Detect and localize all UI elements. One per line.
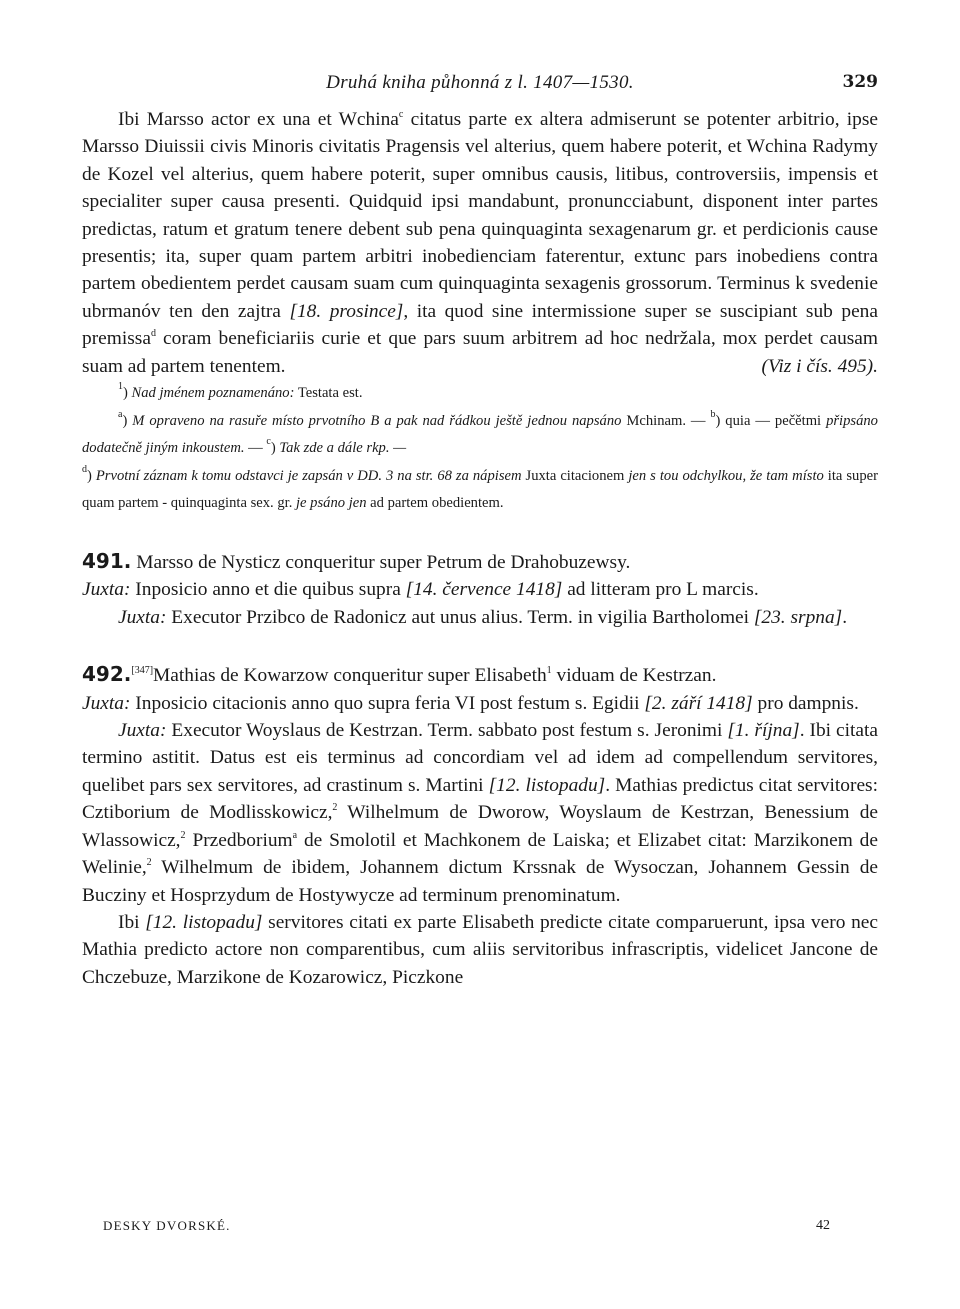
footer-title: DESKY DVORSKÉ. (103, 1218, 231, 1233)
footnote-marker: d (150, 328, 156, 340)
signature-mark: 42 (816, 1218, 830, 1233)
footnote-d: $^d$) Prvotní záznam k tomu odstavci je zapsán v DD. 3 na str. 68 za nápisem Juxta citacionem jen s tou odchylkou, že tam místo ita super quam partem - quinquaginta sex. gr. je psáno jen ad partem obedientem. (82, 463, 878, 512)
footnote-1: $^1$) Nad jménem poznamenáno: Testata est. (118, 381, 363, 402)
folio-marker: [347] (131, 665, 154, 677)
cross-reference: (Viz i čís. 495). (761, 355, 878, 377)
editorial-date: [18. prosince] (289, 300, 404, 322)
page-footer (103, 1218, 830, 1234)
entry-heading: 492.[347]Mathias de Kowarzow conqueritur super Elisabeth$^1$ viduam de Kestrzan. (82, 662, 717, 687)
entry-492 (82, 661, 878, 991)
juxta-note: Juxta: Executor Woyslaus de Kestrzan. Term. sabbato post festum s. Jeronimi [1. října]. Ibi citata termino astitit. Datus est eis terminus ad concordiam vel ad idem ad compellendum servitores, quelibet pars sex servitores, ad crastinum s. Martini [12. listopadu]. Mathias predictus citat servitores: Cztiborium de Modlisskowicz,$^2$ Wilhelmum de Dworow, Woyslaum de Kestrzan, Benessium de Wlassowicz,$^2$ Przedborium$^a$ de Smolotil et Machkonem de Laiska; et Elizabet citat: Marzikonem de Welinie,$^2$ Wilhelmum de ibidem, Johannem dictum Krssnak de Wysoczan, Johannem Gessin de Bucziny et Hosprzydum de Hostywycze ad terminum prenominatum. (82, 720, 879, 906)
footnote-marker: c (398, 109, 404, 120)
footnote-a: $^a$) M opraveno na rasuře místo prvotního B a pak nad řádkou ještě jednou napsáno Mchinam. — $^b$) quia — pečětmi připsáno dodatečně jiným inkoustem. — $^c$) Tak zde a dále rkp. — (82, 408, 878, 457)
entry-heading: 491. Marsso de Nysticz conqueritur super Petrum de Drahobuzewsy. (82, 549, 631, 574)
entry-number: 492. (82, 662, 132, 687)
page-number: 329 (842, 72, 878, 92)
juxta-note: Juxta: Inposicio citacionis anno quo supra feria VI post festum s. Egidii [2. září 1418] pro dampnis. (82, 692, 859, 714)
running-head (82, 72, 878, 106)
entry-490-continuation (82, 106, 878, 380)
footnotes (82, 380, 878, 518)
running-head-title: Druhá kniha půhonná z l. 1407—1530. (326, 72, 634, 93)
paragraph: Ibi [12. listopadu] servitores citati ex parte Elisabeth predicte citate comparuerunt, ipsa vero nec Mathia predicto actore non comparentibus, cum aliis servitoribus infrascriptis, videlicet Jancone de Chczebuze, Marzikone de Kozarowicz, Piczkone (82, 911, 878, 988)
paragraph: Ibi Marsso actor ex una et Wchina$^c$ citatus parte ex altera admiserunt se potenter arbitrio, ipse Marsso Diuissii civis Minoris civitatis Pragensis vel alterius, quem habere poterit, et Wchina Radymy de Kozel vel alterius, quem habere poterit, super omnibus causis, litibus, controversiis, impensis et specialiter super causa presenti. Quidquid ipsi mandabunt, pronuncciabunt, disponent inter partes predictas, ratum et gratum tenere debent sub pena quinquaginta sexagenarum gr. et perdicionis cause presentis; ita, super quam partem arbitri inobedienciam faterentur, extunc pars inobediens contra partem obedientem perdet causam suam cum quinquaginta sexagenis grossorum. Terminus k svedenie ubrmanóv ten den zajtra [18. prosince], ita quod sine intermissione super se suscipiant sub pena premissa$^d$ coram beneficiariis curie et que pars suum arbitrem ad hoc nedržala, mox perdet causam suam ad partem tenentem. (Viz i čís. 495). (82, 106, 878, 380)
entry-number: 491. (82, 549, 132, 574)
document-page (82, 72, 878, 991)
juxta-note: Juxta: Inposicio anno et die quibus supra [14. července 1418] ad litteram pro L marcis. (82, 579, 759, 601)
juxta-note: Juxta: Executor Przibco de Radonicz aut unus alius. Term. in vigilia Bartholomei [23. srpna]. (118, 606, 848, 628)
entry-491 (82, 548, 878, 631)
